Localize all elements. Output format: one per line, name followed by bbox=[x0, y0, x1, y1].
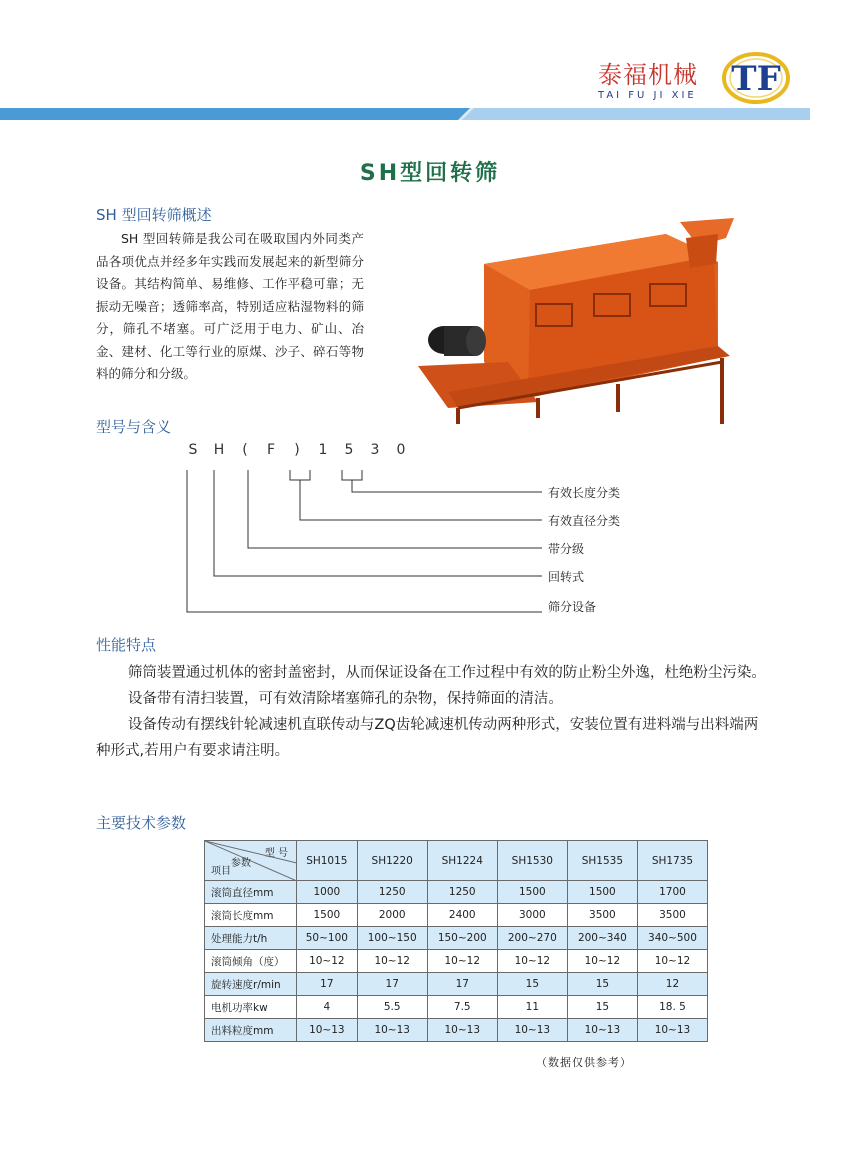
code-char: ( bbox=[242, 442, 248, 458]
table-cell: 15 bbox=[567, 973, 637, 996]
feature-paragraph: 筛筒装置通过机体的密封盖密封，从而保证设备在工作过程中有效的防止粉尘外逸，杜绝粉尘污染。 bbox=[127, 665, 766, 681]
table-row bbox=[205, 996, 708, 1019]
features-heading: 性能特点 bbox=[96, 636, 157, 654]
code-char: ) bbox=[294, 442, 300, 458]
table-cell: 1000 bbox=[297, 881, 358, 904]
table-row bbox=[205, 881, 708, 904]
code-char: F bbox=[266, 442, 276, 458]
table-cell: 3500 bbox=[567, 904, 637, 927]
overview-heading: SH 型回转筛概述 bbox=[96, 206, 212, 224]
table-cell: 2400 bbox=[427, 904, 497, 927]
table-cell: 10~13 bbox=[567, 1019, 637, 1042]
code-char: H bbox=[213, 442, 225, 458]
code-label-rotary: 回转式 bbox=[548, 570, 585, 584]
features-text bbox=[96, 660, 766, 764]
corner-model-label: 型 号 bbox=[264, 848, 288, 859]
table-cell: 340~500 bbox=[637, 927, 707, 950]
company-logo bbox=[720, 50, 790, 106]
table-cell: 1500 bbox=[497, 881, 567, 904]
code-label-screening: 筛分设备 bbox=[548, 600, 597, 614]
row-label: 处理能力t/h bbox=[205, 927, 297, 950]
table-cell: 11 bbox=[497, 996, 567, 1019]
table-cell: 17 bbox=[427, 973, 497, 996]
table-cell: 1250 bbox=[357, 881, 427, 904]
model-header: SH1735 bbox=[637, 841, 707, 881]
model-heading: 型号与含义 bbox=[96, 418, 172, 436]
corner-item-label: 项目 bbox=[211, 866, 231, 877]
row-label: 出料粒度mm bbox=[205, 1019, 297, 1042]
brand-name-cn: 泰福机械 bbox=[598, 61, 698, 89]
table-cell: 200~340 bbox=[567, 927, 637, 950]
table-cell: 7.5 bbox=[427, 996, 497, 1019]
table-cell: 1500 bbox=[297, 904, 358, 927]
table-footnote: （数据仅供参考） bbox=[536, 1056, 632, 1069]
table-cell: 10~12 bbox=[637, 950, 707, 973]
table-cell: 10~12 bbox=[497, 950, 567, 973]
spec-table bbox=[204, 840, 708, 1042]
table-cell: 3500 bbox=[637, 904, 707, 927]
corner-cell bbox=[205, 841, 297, 881]
table-cell: 150~200 bbox=[427, 927, 497, 950]
table-header-row bbox=[205, 841, 708, 881]
feature-paragraph: 设备传动有摆线针轮减速机直联传动与ZQ齿轮减速机传动两种形式，安装位置有进料端与出料端两种形式,若用户有要求请注明。 bbox=[96, 717, 759, 759]
code-char: 5 bbox=[344, 442, 354, 458]
row-label: 旋转速度r/min bbox=[205, 973, 297, 996]
code-char: 1 bbox=[318, 442, 328, 458]
table-cell: 10~13 bbox=[637, 1019, 707, 1042]
model-code-diagram bbox=[170, 462, 570, 622]
table-cell: 15 bbox=[497, 973, 567, 996]
rotary-screen-photo bbox=[418, 212, 736, 434]
table-cell: 15 bbox=[567, 996, 637, 1019]
table-cell: 5.5 bbox=[357, 996, 427, 1019]
table-cell: 1250 bbox=[427, 881, 497, 904]
table-cell: 10~12 bbox=[427, 950, 497, 973]
table-cell: 4 bbox=[297, 996, 358, 1019]
table-cell: 17 bbox=[357, 973, 427, 996]
table-cell: 50~100 bbox=[297, 927, 358, 950]
corner-param-label: 参数 bbox=[231, 858, 251, 869]
page-title: SH型回转筛 bbox=[359, 161, 501, 186]
code-char: 0 bbox=[396, 442, 406, 458]
table-cell: 10~13 bbox=[297, 1019, 358, 1042]
table-cell: 3000 bbox=[497, 904, 567, 927]
table-cell: 10~13 bbox=[497, 1019, 567, 1042]
specs-heading: 主要技术参数 bbox=[96, 814, 187, 832]
table-cell: 200~270 bbox=[497, 927, 567, 950]
model-header: SH1224 bbox=[427, 841, 497, 881]
code-label-length: 有效长度分类 bbox=[548, 486, 621, 500]
header-stripe bbox=[0, 108, 810, 120]
row-label: 滚筒长度mm bbox=[205, 904, 297, 927]
table-cell: 100~150 bbox=[357, 927, 427, 950]
table-row bbox=[205, 950, 708, 973]
table-cell: 17 bbox=[297, 973, 358, 996]
code-char: S bbox=[188, 442, 198, 458]
table-cell: 1500 bbox=[567, 881, 637, 904]
table-cell: 2000 bbox=[357, 904, 427, 927]
table-cell: 10~13 bbox=[357, 1019, 427, 1042]
model-header: SH1015 bbox=[297, 841, 358, 881]
row-label: 滚筒直径mm bbox=[205, 881, 297, 904]
brand-block bbox=[598, 62, 718, 101]
table-cell: 10~12 bbox=[567, 950, 637, 973]
feature-paragraph: 设备带有清扫装置，可有效清除堵塞筛孔的杂物，保持筛面的清洁。 bbox=[127, 691, 563, 707]
table-cell: 12 bbox=[637, 973, 707, 996]
table-row bbox=[205, 927, 708, 950]
overview-text: SH 型回转筛是我公司在吸取国内外同类产品各项优点并经多年实践而发展起来的新型筛分设备。其结构简单、易维修、工作平稳可靠；无振动无噪音；透筛率高，特别适应粘湿物料的筛分，筛孔不堵塞。可广泛用于电力、矿山、冶金、建材、化工等行业的原煤、沙子、碎石等物料的筛分和分级。 bbox=[96, 231, 364, 381]
model-code bbox=[180, 442, 414, 458]
table-cell: 10~12 bbox=[357, 950, 427, 973]
row-label: 电机功率kw bbox=[205, 996, 297, 1019]
model-header: SH1220 bbox=[357, 841, 427, 881]
logo-text: TF bbox=[731, 59, 781, 99]
table-cell: 18. 5 bbox=[637, 996, 707, 1019]
table-cell: 10~13 bbox=[427, 1019, 497, 1042]
model-header: SH1530 bbox=[497, 841, 567, 881]
row-label: 滚筒倾角（度） bbox=[205, 950, 297, 973]
code-label-grading: 带分级 bbox=[548, 542, 585, 556]
table-cell: 10~12 bbox=[297, 950, 358, 973]
table-row bbox=[205, 904, 708, 927]
brand-name-en: TAI FU JI XIE bbox=[598, 90, 697, 101]
table-row bbox=[205, 973, 708, 996]
table-row bbox=[205, 1019, 708, 1042]
code-char: 3 bbox=[370, 442, 380, 458]
model-header: SH1535 bbox=[567, 841, 637, 881]
code-label-diameter: 有效直径分类 bbox=[548, 514, 621, 528]
table-cell: 1700 bbox=[637, 881, 707, 904]
